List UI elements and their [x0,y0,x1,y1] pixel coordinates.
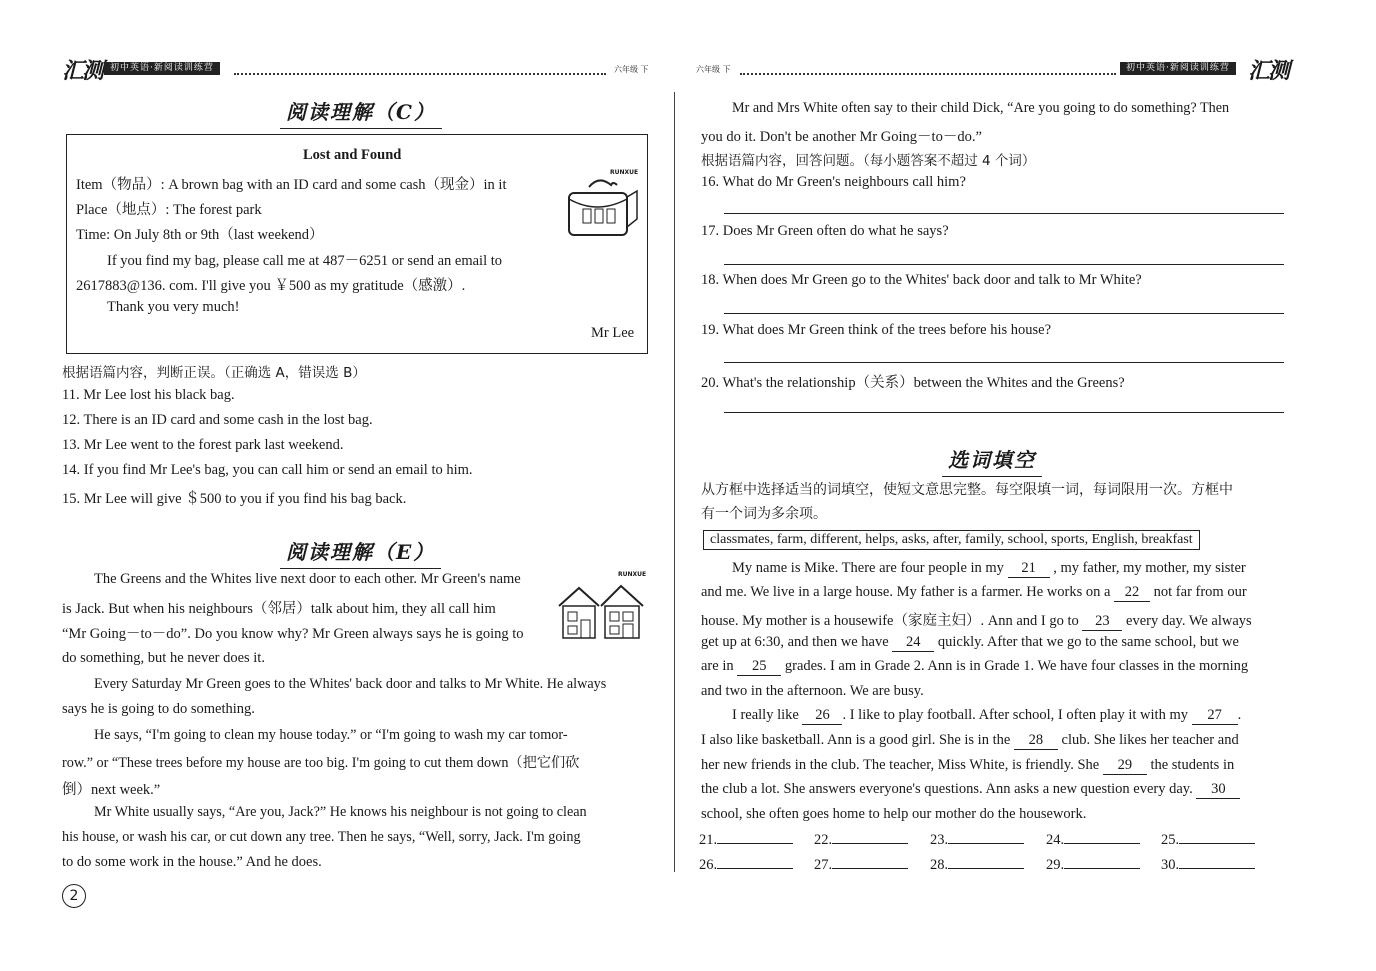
fill-line-5: are in 25 grades. I am in Grade 2. Ann is in Grade 1. We have four classes in the morning [701,658,1249,674]
fill-line-6: and two in the afternoon. We are busy. [701,683,924,699]
passage-e-line-3: “Mr Going－to－do”. Do you know why? Mr Green always says he is going to [62,626,524,642]
answer-row-1c: 23. [930,831,1024,849]
page-number: 2 [62,884,86,908]
notice-heading: Lost and Found [303,147,402,163]
passage-e-line-2: is Jack. But when his neighbours（邻居）talk about him, they all call him [62,601,496,617]
fill-line-1: My name is Mike. There are four people in my 21 , my father, my mother, my sister [732,560,1246,576]
answer-line-24[interactable] [1064,831,1140,844]
question-12: 12. There is an ID card and some cash in the lost bag. [62,412,373,428]
passage-e-line-1: The Greens and the Whites live next door to each other. Mr Green's name [94,571,521,587]
answer-line-19[interactable] [724,362,1284,363]
answer-line-25[interactable] [1179,831,1255,844]
answer-line-30[interactable] [1179,856,1255,869]
grade-label: 六年级 下 [696,65,731,74]
passage-e-line-13: Mr and Mrs White often say to their child Dick, “Are you going to do something? Then [732,100,1230,116]
fill-line-11: school, she often goes home to help our mother do the housework. [701,806,1087,822]
section-c-title: 阅读理解（C） [286,96,436,125]
passage-e-line-12: to do some work in the house.” And he does. [62,854,322,870]
e-instruction: 根据语篇内容，回答问题。（每小题答案不超过 4 个词） [701,153,1036,169]
question-20: 20. What's the relationship（关系）between the Whites and the Greens? [701,375,1125,391]
passage-e-line-5: Every Saturday Mr Green goes to the Whites' back door and talks to Mr White. He always [94,676,607,692]
notice-time: Time: On July 8th or 9th（last weekend） [76,227,324,243]
fill-line-4: get up at 6:30, and then we have 24 quickly. After that we go to the same school, but we [701,634,1239,650]
answer-row-1e: 25. [1161,831,1255,849]
question-19: 19. What does Mr Green think of the trees before his house? [701,322,1052,338]
notice-body-1: If you find my bag, please call me at 487－6251 or send an email to [107,253,503,269]
answer-row-2d: 29. [1046,856,1140,874]
question-11: 11. Mr Lee lost his black bag. [62,387,235,403]
passage-e-line-8: row.” or “These trees before my house are too big. I'm going to cut them down（把它们砍 [62,755,580,771]
blank-26[interactable]: 26 [802,707,842,725]
header-rule [740,73,1116,75]
fill-instruction-2: 有一个词为多余项。 [701,506,827,522]
passage-e-line-10: Mr White usually says, “Are you, Jack?” He knows his neighbour is not going to clean [94,804,587,820]
fill-instruction-1: 从方框中选择适当的词填空，使短文意思完整。每空限填一词，每词限用一次。方框中 [701,482,1233,498]
notice-signature: Mr Lee [591,325,635,341]
answer-row-1d: 24. [1046,831,1140,849]
blank-27[interactable]: 27 [1192,707,1238,725]
blank-23[interactable]: 23 [1082,613,1122,631]
word-bank: classmates, farm, different, helps, asks, after, family, school, sports, English, breakfast [703,530,1200,550]
answer-line-16[interactable] [724,213,1284,214]
answer-line-26[interactable] [717,856,793,869]
right-header [696,58,1296,84]
header-rule [234,73,606,75]
notice-thanks: Thank you very much! [107,299,240,315]
passage-e-line-6: says he is going to do something. [62,701,255,717]
answer-line-28[interactable] [948,856,1024,869]
answer-row-1b: 22. [814,831,908,849]
answer-line-21[interactable] [717,831,793,844]
answer-line-29[interactable] [1064,856,1140,869]
answer-row-2b: 27. [814,856,908,874]
blank-29[interactable]: 29 [1103,757,1147,775]
series-banner: 初中英语·新阅读训练营 [1120,62,1236,75]
answer-row-2c: 28. [930,856,1024,874]
answer-line-23[interactable] [948,831,1024,844]
blank-22[interactable]: 22 [1114,584,1150,602]
passage-e-line-9: 倒）next week.” [62,782,161,798]
fill-line-10: the club a lot. She answers everyone's questions. Ann asks a new question every day. 30 [701,781,1240,799]
right-page [680,0,1376,971]
blank-25[interactable]: 25 [737,658,781,676]
fill-line-9: her new friends in the club. The teacher, Miss White, is friendly. She 29 the students in [701,757,1235,773]
grade-label: 六年级 下 [614,65,649,74]
question-13: 13. Mr Lee went to the forest park last weekend. [62,437,344,453]
answer-line-18[interactable] [724,313,1284,314]
notice-place: Place（地点）: The forest park [76,202,262,218]
question-15: 15. Mr Lee will give ＄500 to you if you find his bag back. [62,491,407,507]
blank-24[interactable]: 24 [892,634,934,652]
fill-line-7: I really like 26 . I like to play football. After school, I often play it with my 27 . [732,707,1242,723]
passage-e-line-7: He says, “I'm going to clean my house today.” or “I'm going to wash my car tomor- [94,727,568,743]
answer-line-22[interactable] [832,831,908,844]
question-16: 16. What do Mr Green's neighbours call him? [701,174,966,190]
c-instruction: 根据语篇内容，判断正误。（正确选 A，错误选 B） [62,365,366,381]
notice-body-2: 2617883@136. com. I'll give you ￥500 as my gratitude（感激）. [76,278,466,294]
houses-icon [555,580,647,642]
answer-row-2: 26. [699,856,793,874]
question-14: 14. If you find Mr Lee's bag, you can call him or send an email to him. [62,462,473,478]
fill-line-8: I also like basketball. Ann is a good girl. She is in the 28 club. She likes her teacher and [701,732,1239,748]
page-divider [674,92,675,872]
question-17: 17. Does Mr Green often do what he says? [701,223,949,239]
notice-item: Item（物品）: A brown bag with an ID card and some cash（现金）in it [76,177,507,193]
fill-line-2: and me. We live in a large house. My father is a farmer. He works on a 22 not far from our [701,584,1247,600]
school-bag-icon [561,177,641,239]
passage-e-line-11: his house, or wash his car, or cut down any tree. Then he says, “Well, sorry, Jack. I'm going [62,829,581,845]
left-page [0,0,672,971]
answer-line-17[interactable] [724,264,1284,265]
image-tag: RUNXUE [618,571,647,578]
publisher-logo: 汇测 [1248,58,1289,84]
blank-30[interactable]: 30 [1196,781,1240,799]
answer-row-2e: 30. [1161,856,1255,874]
section-e-title: 阅读理解（E） [286,536,435,565]
fill-section-title: 选词填空 [948,444,1036,473]
answer-row-1: 21. [699,831,793,849]
series-banner: 初中英语·新阅读训练营 [104,62,220,75]
publisher-logo: 汇测 [62,58,103,84]
fill-line-3: house. My mother is a housewife（家庭主妇）. Ann and I go to 23 every day. We always [701,613,1252,629]
answer-line-27[interactable] [832,856,908,869]
answer-line-20[interactable] [724,412,1284,413]
question-18: 18. When does Mr Green go to the Whites' back door and talk to Mr White? [701,272,1142,288]
blank-28[interactable]: 28 [1014,732,1058,750]
passage-e-line-14: you do it. Don't be another Mr Going－to－do.” [701,129,982,145]
left-header [62,58,658,84]
lost-and-found-notice [66,134,648,354]
passage-e-line-4: do something, but he never does it. [62,650,265,666]
image-tag: RUNXUE [610,169,639,176]
blank-21[interactable]: 21 [1008,560,1050,578]
